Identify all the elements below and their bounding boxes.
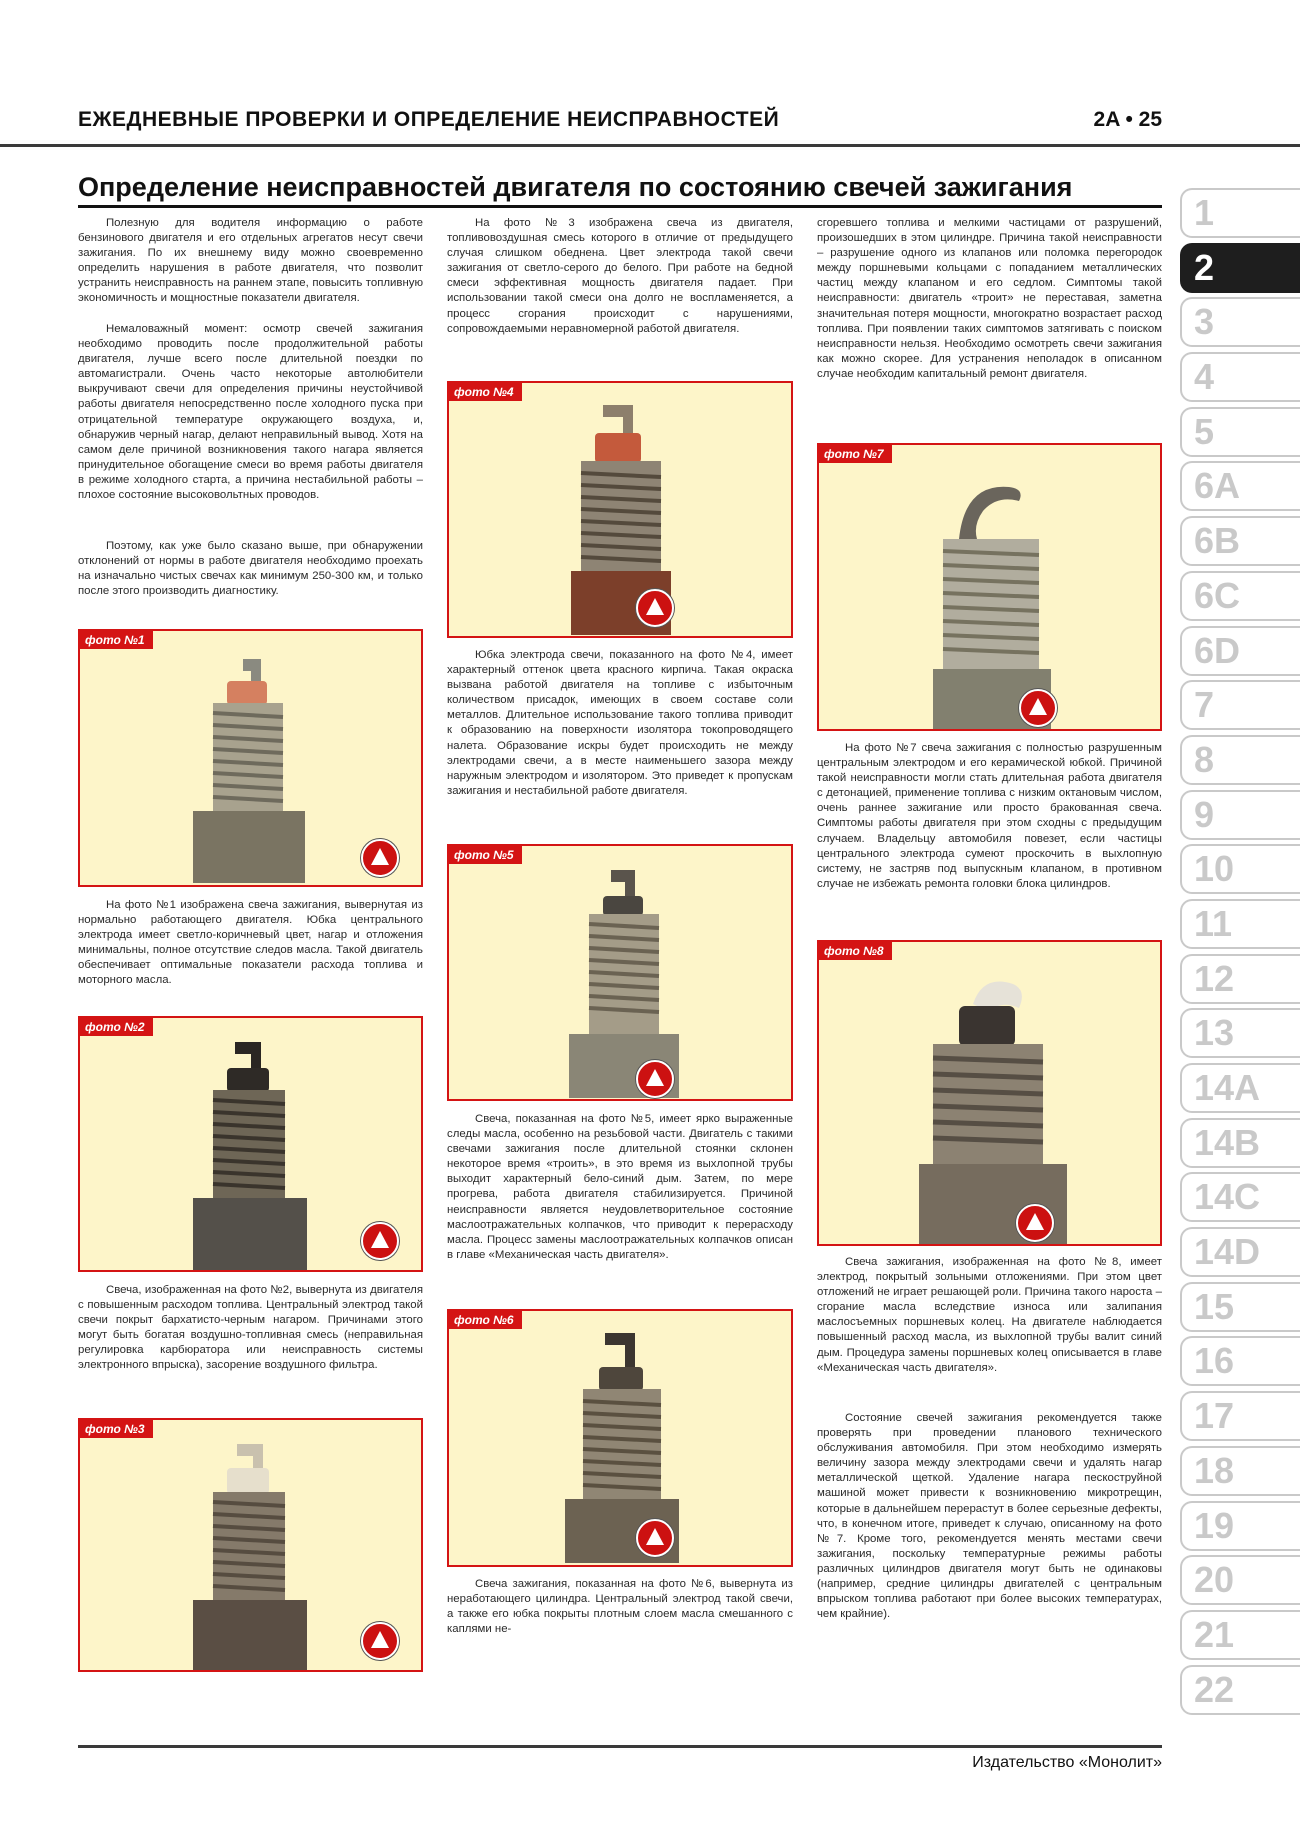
publisher-logo-icon (361, 1622, 399, 1660)
photo-6-frame (447, 1309, 793, 1567)
chapter-tab[interactable]: 1 (1180, 188, 1300, 238)
running-header-title: ЕЖЕДНЕВНЫЕ ПРОВЕРКИ И ОПРЕДЕЛЕНИЕ НЕИСПРАВНОСТЕЙ (78, 108, 780, 131)
publisher-logo-icon (1016, 1204, 1054, 1242)
chapter-tab[interactable]: 9 (1180, 790, 1300, 840)
photo-label: фото №1 (80, 631, 153, 649)
chapter-tab[interactable]: 6D (1180, 626, 1300, 676)
photo-4-frame (447, 381, 793, 638)
paragraph: Немаловажный момент: осмотр свечей зажигания необходимо проводить после продолжительной работы двигателя, лучше всего после длительной поездки по автомагистрали. Очень часто некоторые автолюбители выкручивают свечи для определения причины неустойчивой работы двигателя непосредственно после холодного пуска при отрицательной температуре окружающего воздуха, и, обнаружив черный нагар, делают неправильный вывод. Хотя на самом деле причиной возникновения такого нагара является принудительное обогащение смеси во время работы двигателя в режиме холодного старта, а причина нестабильной работы – плохое состояние высоковольтных проводов. (78, 323, 423, 502)
paragraph: Свеча, изображенная на фото №2, вывернута из двигателя с повышенным расходом топлива. Центральный электрод такой свечи покрыт бархатисто-черным нагаром. Причинами этого могут быть богатая воздушно-топливная смесь (неправильная регулировка карбюратора или неисправность системы электронного впрыска), засорение воздушного фильтра. (78, 1284, 423, 1372)
chapter-tab[interactable]: 5 (1180, 407, 1300, 457)
photo-label: фото №5 (449, 846, 522, 864)
chapter-tab[interactable]: 20 (1180, 1555, 1300, 1605)
paragraph: Полезную для водителя информацию о работе бензинового двигателя и его отдельных агрегатов несут свечи зажигания. По их внешнему виду можно своевременно определить нарушения в работе двигателя, что позволит устранить неисправность на раннем этапе, повысить топливную экономичность и мощностные показатели двигателя. (78, 217, 423, 305)
chapter-tab[interactable]: 16 (1180, 1336, 1300, 1386)
chapter-tab-active[interactable]: 2 (1180, 243, 1300, 293)
chapter-tab[interactable]: 3 (1180, 297, 1300, 347)
spark-plug-image (175, 1038, 325, 1270)
paragraph: Состояние свечей зажигания рекомендуется также проверять при проведении планового технического обслуживания автомобиля. При этом необходимо измерять величину зазора между электродами свечи и удалять нагар металлической щеткой. Удаление нагара пескоструйной машиной может привести к возникновению микротрещин, которые в дальнейшем перерастут в более серьезные дефекты, что, в конечном итоге, приведет к случаю, описанному на фото №7. Кроме того, рекомендуется менять местами свечи зажигания, поскольку температурные режимы работы различных цилиндров двигателя могут быть не одинаковы (например, средние цилиндры двигателей с центральным впрыском топлива работают при более высоких температурах, чем крайние). (817, 1412, 1162, 1621)
footer-divider (78, 1745, 1162, 1748)
chapter-tab[interactable]: 13 (1180, 1008, 1300, 1058)
chapter-tab[interactable]: 17 (1180, 1391, 1300, 1441)
chapter-tab[interactable]: 4 (1180, 352, 1300, 402)
photo-label: фото №4 (449, 383, 522, 401)
spark-plug-image (175, 651, 325, 883)
chapter-tabs (1180, 188, 1300, 1719)
chapter-tab[interactable]: 6C (1180, 571, 1300, 621)
chapter-tab[interactable]: 11 (1180, 899, 1300, 949)
chapter-tab[interactable]: 21 (1180, 1610, 1300, 1660)
chapter-tab[interactable]: 8 (1180, 735, 1300, 785)
chapter-tab[interactable]: 14A (1180, 1063, 1300, 1113)
chapter-tab[interactable]: 14C (1180, 1172, 1300, 1222)
chapter-tab[interactable]: 6A (1180, 461, 1300, 511)
section-divider (78, 205, 1162, 208)
publisher-logo-icon (361, 1222, 399, 1260)
paragraph: Поэтому, как уже было сказано выше, при обнаружении отклонений от нормы в работе двигателя необходимо проехать на изначально чистых свечах как минимум 250-300 км, и только после этого производить диагностику. (78, 540, 423, 598)
chapter-tab[interactable]: 19 (1180, 1501, 1300, 1551)
chapter-tab[interactable]: 7 (1180, 680, 1300, 730)
photo-7-frame (817, 443, 1162, 731)
photo-label: фото №3 (80, 1420, 153, 1438)
chapter-tab[interactable]: 10 (1180, 844, 1300, 894)
photo-3-frame (78, 1418, 423, 1672)
photo-label: фото №8 (819, 942, 892, 960)
photo-label: фото №2 (80, 1018, 153, 1036)
paragraph: Свеча зажигания, изображенная на фото №8, имеет электрод, покрытый зольными отложениями. При этом цвет отложений не играет решающей роли. Причина такого нароста – сгорание масла вследствие износа или залипания маслосъемных поршневых колец. На двигателе наблюдается повышенный расход масла, из выхлопной трубы валит синий дым. Процедура замены поршневых колец описывается в главе «Механическая часть двигателя». (817, 1256, 1162, 1374)
spark-plug-image (547, 862, 697, 1098)
publisher-logo-icon (636, 589, 674, 627)
chapter-tab[interactable]: 12 (1180, 954, 1300, 1004)
page-number: 2A • 25 (1093, 108, 1162, 131)
paragraph: На фото №3 изображена свеча из двигателя, топливовоздушная смесь которого в отличие от предыдущего случая слишком обеднена. Цвет электрода такой свечи зажигания от светло-серого до белого. При работе на бедной смеси эффективная мощность двигателя падает. При использовании такой смеси она долго не воспламеняется, а процесс сгорания происходит с нарушениями, сопровождаемыми неравномерной работой двигателя. (447, 217, 793, 335)
photo-label: фото №6 (449, 1311, 522, 1329)
chapter-tab[interactable]: 6B (1180, 516, 1300, 566)
paragraph: сгоревшего топлива и мелкими частицами от разрушений, произошедших в этом цилиндре. Причина такой неисправности – разрушение одного из клапанов или поломка перегородок между поршневыми кольцами с попаданием металлических частиц между клапаном и его седлом. Симптомы такой неисправности: двигатель «троит» не переставая, заметна значительная потеря мощности, многократно возрастает расход топлива. При появлении таких симптомов затягивать с поиском неисправности нельзя. Необходимо осмотреть свечи зажигания как можно скорее. Для устранения неполадок в описанном случае необходим капитальный ремонт двигателя. (817, 217, 1162, 380)
publisher-logo-icon (361, 839, 399, 877)
paragraph: На фото №7 свеча зажигания с полностью разрушенным центральным электродом и его керамической юбкой. Причиной такой неисправности могли стать длительная работа двигателя с детонацией, применение топлива с низким октановым числом, очень раннее зажигание или просто бракованная свеча. Симптомы работы двигателя при этом сходны с предыдущим случаем. Владельцу автомобиля повезет, если частицы центрального электрода сумеют проскочить в выхлопную систему, не застряв под выпускным клапаном, в противном случае не избежать ремонта головки блока цилиндров. (817, 742, 1162, 890)
chapter-tab[interactable]: 14B (1180, 1118, 1300, 1168)
photo-8-frame (817, 940, 1162, 1246)
chapter-tab[interactable]: 18 (1180, 1446, 1300, 1496)
photo-5-frame (447, 844, 793, 1101)
spark-plug-image (547, 1327, 697, 1563)
publisher-logo-icon (636, 1519, 674, 1557)
publisher-logo-icon (636, 1060, 674, 1098)
chapter-tab[interactable]: 22 (1180, 1665, 1300, 1715)
photo-label: фото №7 (819, 445, 892, 463)
paragraph: Свеча, показанная на фото №5, имеет ярко выраженные следы масла, особенно на резьбовой части. Двигатель с такими свечами зажигания после длительной стоянки склонен некоторое время «троить», в это время из выхлопной трубы выходит характерный бело-синий дым. Затем, по мере прогрева, работа двигателя стабилизируется. Причиной неисправности является неудовлетворительное состояние маслоотражательных колпачков, что приводит к перерасходу масла. Процесс замены маслоотражательных колпачков описан в главе «Механическая часть двигателя». (447, 1113, 793, 1261)
header-divider (0, 144, 1300, 147)
photo-2-frame (78, 1016, 423, 1272)
spark-plug-image (903, 970, 1083, 1246)
paragraph: Юбка электрода свечи, показанного на фото №4, имеет характерный оттенок цвета красного кирпича. Такая окраска вызвана работой двигателя на топливе с избыточным количеством присадок, имеющих в своем составе соли металлов. Длительное использование такого топлива приводит к образованию на поверхности изолятора токопроводящего налета. Образование искры будет происходить не между электродами свечи, а в месте наименьшего зазора между наружным электродом и изолятором. Это приведет к пропускам зажигания и нестабильной работе двигателя. (447, 649, 793, 797)
photo-1-frame (78, 629, 423, 887)
chapter-tab[interactable]: 14D (1180, 1227, 1300, 1277)
section-title: Определение неисправностей двигателя по состоянию свечей зажигания (78, 172, 1073, 202)
publisher-logo-icon (1019, 689, 1057, 727)
chapter-tab[interactable]: 15 (1180, 1282, 1300, 1332)
spark-plug-image (547, 399, 697, 635)
spark-plug-image (175, 1440, 325, 1672)
paragraph: На фото №1 изображена свеча зажигания, вывернутая из нормально работающего двигателя. Юбка центрального электрода имеет светло-коричневый цвет, нагар и отложения минимальны, полное отсутствие следов масла. Такой двигатель обеспечивает оптимальные показатели расхода топлива и моторного масла. (78, 899, 423, 987)
paragraph: Свеча зажигания, показанная на фото №6, вывернута из неработающего цилиндра. Центральный электрод такой свечи, а также его юбка покрыты плотным слоем масла смешанного с каплями не- (447, 1578, 793, 1636)
publisher-footer: Издательство «Монолит» (972, 1754, 1162, 1771)
